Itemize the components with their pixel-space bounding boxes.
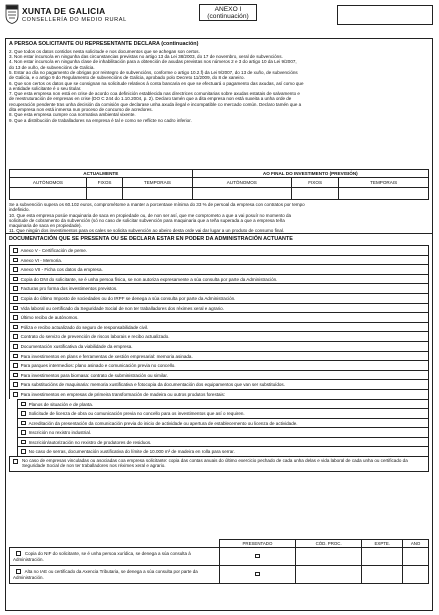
xunta-logo bbox=[5, 4, 19, 24]
doc-item bbox=[9, 351, 429, 361]
section-declaration bbox=[5, 38, 433, 234]
declaration-line: 10. Que esta empresa posúe maquinaria de saca en propiedade ou, de non ser así, que me comprometo a que a vai posuír no momento da bbox=[9, 212, 292, 218]
doc-item-linked-companies bbox=[9, 456, 429, 472]
blank-header bbox=[10, 540, 220, 548]
declaration-line: 7. Que esta empresa non está en crise de acordo coa definición establecida nas directrices comunitarias sobre axudas estatais de salvamento e bbox=[9, 91, 300, 97]
declaration-line: de Galicia, e o artigo 9 do Regulamento de subvencións de Galicia, aprobado polo Decreto 11/2009, do 8 de xaneiro. bbox=[9, 75, 245, 81]
presented-cell bbox=[220, 548, 296, 566]
col-header: AUTÓNOMOS bbox=[10, 178, 87, 188]
proc-code-field[interactable] bbox=[295, 566, 362, 584]
doc-label: Copia do NIF do solicitante, se é unha persoa xurídica, se denega a súa consulta á Administración. bbox=[13, 551, 191, 562]
col-header: AUTÓNOMOS bbox=[192, 178, 291, 188]
doc-subitem bbox=[17, 437, 429, 447]
file-field[interactable] bbox=[362, 548, 403, 566]
doc-item bbox=[9, 274, 429, 284]
end-temporary-field[interactable] bbox=[339, 188, 429, 200]
current-temporary-field[interactable] bbox=[123, 188, 192, 200]
doc-subitem bbox=[17, 418, 429, 428]
declaration-line: de reestruturación de empresas en crise (DO C 244 do 1.10.2004, p. 2). Declaro tamén que a dita empresa non está suxeita a unha orde de bbox=[9, 96, 292, 102]
end-self-employed-field[interactable] bbox=[192, 188, 291, 200]
year-field[interactable] bbox=[403, 566, 429, 584]
checkbox[interactable] bbox=[13, 277, 18, 282]
file-field[interactable] bbox=[362, 566, 403, 584]
declaration-line: 8. Que esta empresa cumpre coa normativa ambiental vixente. bbox=[9, 112, 136, 118]
checkbox[interactable] bbox=[21, 421, 26, 426]
col-header: TEMPORAIS bbox=[123, 178, 192, 188]
document-checklist bbox=[9, 245, 429, 472]
nif-copy-row bbox=[10, 548, 220, 566]
doc-subitem bbox=[17, 427, 429, 437]
doc-label: Anexo VI - Memoria. bbox=[20, 257, 63, 263]
registration-box bbox=[337, 5, 433, 25]
doc-label: Solicitude de licenza de obra ou comunicación previa no concello para os investimentos que así o requiren. bbox=[28, 411, 245, 417]
checkbox[interactable] bbox=[13, 248, 18, 253]
checkbox[interactable] bbox=[21, 430, 26, 435]
doc-label: Póliza e recibo actualizado do seguro de responsabilidade civil. bbox=[20, 324, 149, 330]
doc-label: Vida laboral ou certificado da Seguridade Social de non ter traballadores dos réximes xeral e agrario. bbox=[20, 305, 224, 311]
group-current: ACTUALMENTE bbox=[10, 170, 193, 178]
header bbox=[5, 4, 433, 33]
declaration-line: 2. Que todos os datos contidos nesta solicitude e nos documentos que se achegan son certos. bbox=[9, 48, 200, 54]
doc-label: Para substitucións de maquinaria: memoria xustificativa e fotocopia da documentación dos equipamentos que van ser substituídos. bbox=[20, 382, 285, 388]
doc-item bbox=[9, 312, 429, 322]
doc-item bbox=[9, 360, 429, 370]
col-presented: PRESENTADO bbox=[220, 540, 296, 548]
checkbox[interactable] bbox=[21, 440, 26, 445]
doc-label: Inscrición no rexistro industrial. bbox=[28, 430, 92, 436]
doc-item bbox=[9, 245, 429, 255]
col-year: ANO bbox=[403, 540, 429, 548]
checkbox[interactable] bbox=[21, 449, 26, 454]
current-self-employed-field[interactable] bbox=[10, 188, 87, 200]
declaration-line: 3. Non estar incurso/a en ningunha das circunstancias previstas no artigo 13 da Lei 38/2003, do 17 de novembro, xeral de subvencións. bbox=[9, 54, 283, 60]
presented-cell bbox=[220, 566, 296, 584]
group-end: AO FINAL DO INVESTIMENTO (PREVISIÓN) bbox=[192, 170, 428, 178]
section-documentation bbox=[5, 233, 433, 611]
col-proc-code: CÓD. PROC. bbox=[295, 540, 362, 548]
doc-item bbox=[9, 322, 429, 332]
checkbox[interactable] bbox=[13, 459, 18, 464]
doc-item bbox=[9, 370, 429, 380]
checkbox[interactable] bbox=[13, 286, 18, 291]
checkbox[interactable] bbox=[13, 354, 18, 359]
checkbox[interactable] bbox=[13, 344, 18, 349]
doc-label: Anexo V - Certificación de peme. bbox=[20, 248, 88, 253]
declaration-line: dita empresa non está inmersa nun proceso de concurso de acredores. bbox=[9, 107, 153, 113]
current-permanent-field[interactable] bbox=[86, 188, 123, 200]
doc-item bbox=[9, 283, 429, 293]
doc-subitem bbox=[17, 399, 429, 409]
checkbox[interactable] bbox=[16, 569, 21, 574]
checkbox[interactable] bbox=[21, 402, 26, 407]
doc-subitem bbox=[17, 408, 429, 418]
doc-item bbox=[9, 379, 429, 389]
doc-label: Planos de situación e de planta. bbox=[28, 401, 94, 407]
workers-table bbox=[9, 169, 429, 200]
declaration-line: 9. Que a distribución de traballadores na empresa é tal e como se reflicte no cadro inferior. bbox=[9, 117, 192, 123]
declaration-line: a entidade solicitante é o seu titular. bbox=[9, 85, 82, 91]
declaration-line: solicitude de cobramento da subvención (só no caso de solicitar subvención para maquinaria que a teña superada a que a empresa teña bbox=[9, 217, 285, 223]
doc-item bbox=[9, 264, 429, 274]
checkbox[interactable] bbox=[13, 363, 18, 368]
doc-item bbox=[9, 255, 429, 265]
doc-label: Documentación xustificativa da viabilidade da empresa. bbox=[20, 343, 133, 349]
declaration-line: 5. Estar ao día no pagamento de obrigas por reintegro de subvencións, conforme o artigo 10.2.f) da Lei 9/2007, do 13 de xuño, de subvencións bbox=[9, 69, 298, 75]
col-header: TEMPORAIS bbox=[339, 178, 429, 188]
checkbox[interactable] bbox=[13, 334, 18, 339]
declaration-line: 4. Non estar incurso/a en ningunha clase de inhabilitación para a obtención de axudas previstas nos números 2 e 3 do artigo 10 da Lei 9/2007, bbox=[9, 59, 297, 65]
checkbox[interactable] bbox=[13, 306, 18, 311]
checkbox[interactable] bbox=[13, 325, 18, 330]
checkbox[interactable] bbox=[13, 392, 18, 397]
section-b-title: DOCUMENTACIÓN QUE SE PRESENTA OU SE DECLARA ESTAR EN PODER DA ADMINISTRACIÓN ACTUANTE bbox=[9, 236, 293, 242]
iae-row bbox=[10, 566, 220, 584]
annex-label bbox=[199, 4, 257, 21]
doc-subitem bbox=[17, 446, 429, 456]
declaration-items-after bbox=[9, 202, 429, 234]
doc-item bbox=[9, 389, 429, 399]
doc-label: Para investimentos en empresas de primeira transformación de madeira ou outros produtos forestais: bbox=[20, 391, 226, 397]
declaration-items bbox=[9, 49, 429, 123]
proc-code-field[interactable] bbox=[295, 548, 362, 566]
presented-checkbox[interactable] bbox=[255, 572, 260, 577]
section-a-title: A PERSOA SOLICITANTE OU REPRESENTANTE DECLARA (continuación) bbox=[9, 41, 199, 47]
checkbox[interactable] bbox=[21, 411, 26, 416]
annex-subtitle: (continuación) bbox=[207, 13, 249, 21]
col-header: FIXOS bbox=[291, 178, 338, 188]
year-field[interactable] bbox=[403, 548, 429, 566]
declaration-line: maquinaria de saca en propiedade). bbox=[9, 223, 82, 229]
checkbox[interactable] bbox=[13, 315, 18, 320]
doc-item bbox=[9, 293, 429, 303]
brand-name: XUNTA DE GALICIA bbox=[22, 6, 106, 16]
declaration-line: 6. Que son certos os datos que se consignan na solicitude relativos á conta bancaria en que se efectuará o pagamento das axudas, así como que bbox=[9, 80, 304, 86]
end-permanent-field[interactable] bbox=[291, 188, 338, 200]
checkbox[interactable] bbox=[13, 267, 18, 272]
doc-label: Para parques intermedios: plano asinado e comunicación previa no concello. bbox=[20, 363, 176, 369]
checkbox[interactable] bbox=[13, 382, 18, 387]
col-file: EXPTE. bbox=[362, 540, 403, 548]
declaration-line: 11. Que ningún dos investimentos para os cales se solicita subvención ao abeiro desta orde vai dar lugar a un produto de consumo final. bbox=[9, 228, 285, 234]
declaration-line: do 13 de xuño, de subvencións de Galicia. bbox=[9, 64, 95, 70]
col-header: FIXOS bbox=[86, 178, 123, 188]
doc-label: Acreditación da presentación da comunicación previa do inicio de actividade ou apertura de establecemento ou licenza de actividade. bbox=[28, 420, 298, 426]
doc-label: No caso de empresas vinculadas ou asociadas coa empresa solicitante: copia das contas anuais do último exercicio pechado de cada unha delas e vida laboral de cada unha ou certificado da Seguridade Social de non ter traballadores nos réximes xeral e agrario. bbox=[22, 458, 408, 469]
checkbox[interactable] bbox=[13, 296, 18, 301]
doc-label: Para investimentos para biomasa: contrato de subministración ou similar. bbox=[20, 372, 168, 378]
checkbox[interactable] bbox=[13, 373, 18, 378]
presented-checkbox[interactable] bbox=[255, 554, 260, 559]
declaration-line: recuperación pendente tras unha decisión da comisión que declarase unha axuda ilegal e incompatible co mercado común. Declaro tamén que a bbox=[9, 101, 302, 107]
doc-label: Anexo VII - Ficha cos datos da empresa. bbox=[20, 267, 103, 273]
checkbox[interactable] bbox=[16, 551, 21, 556]
doc-item bbox=[9, 331, 429, 341]
doc-label: Contrato do servizo de prevención de riscos laborais e recibo actualizado. bbox=[20, 334, 170, 340]
doc-label: Copia do último Imposto de sociedades ou do IRPF se denega a súa consulta por parte da Administración. bbox=[20, 295, 236, 301]
annex-title: ANEXO I bbox=[214, 6, 242, 13]
doc-label: Alta no IAE ou certificado da Axencia Tributaria, se denega a súa consulta por parte da Administración. bbox=[13, 569, 198, 580]
checkbox[interactable] bbox=[13, 258, 18, 263]
doc-item bbox=[9, 303, 429, 313]
doc-label: Facturas pro forma dos investimentos previstos. bbox=[20, 286, 118, 292]
doc-label: No caso de serras, documentación xustificativa do límite de 10.000 m³ de madeira en rolla para serrar. bbox=[28, 449, 235, 455]
presented-docs-table bbox=[9, 539, 429, 584]
declaration-line: Se a subvención supera os 60.102 euros, comprométome a manter a porcentaxe mínima do 33 % de persoal da empresa con contratos por tempo bbox=[9, 202, 305, 207]
department-name: CONSELLERÍA DO MEDIO RURAL bbox=[22, 17, 127, 23]
doc-label: Último recibo de autónomos. bbox=[20, 315, 79, 321]
doc-label: Inscrición/autorización no rexistro de produtores de residuos. bbox=[28, 439, 152, 445]
declaration-line: indefinido. bbox=[9, 207, 30, 213]
doc-label: Para investimentos en plans e ferramentas de xestión empresarial: memoria asinada. bbox=[20, 353, 193, 359]
doc-label: Copia do DNI do solicitante, se é unha persoa física, se non autoriza expresamente a súa consulta por parte da Administración. bbox=[20, 276, 278, 282]
doc-item bbox=[9, 341, 429, 351]
